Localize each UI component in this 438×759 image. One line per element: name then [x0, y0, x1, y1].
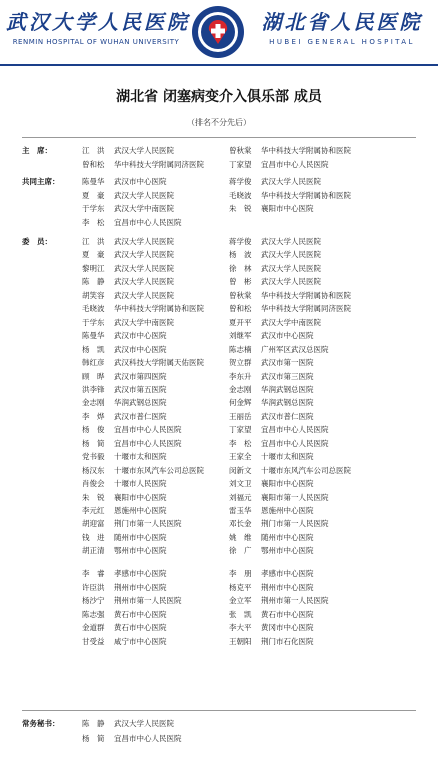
member-name: 陈志楠 [229, 344, 252, 354]
page-subtitle: （排名不分先后） [187, 118, 251, 127]
member-name: 杨 简 [82, 733, 105, 743]
member-hospital: 咸宁市中心医院 [114, 636, 167, 646]
member-hospital: 华中科技大学附属协和医院 [261, 290, 351, 300]
member-hospital: 随州市中心医院 [261, 532, 314, 542]
member-name: 顾 晔 [82, 371, 105, 381]
list-item [0, 144, 438, 157]
list-item [0, 175, 438, 188]
member-hospital: 武汉大学人民医院 [114, 146, 174, 155]
list-item [0, 235, 438, 248]
member-name: 闵新文 [229, 465, 252, 475]
member-name: 曾 彬 [229, 277, 252, 287]
member-hospital: 十堰市太和医院 [114, 452, 167, 462]
list-item [0, 464, 438, 477]
member-name: 刘继军 [229, 331, 252, 341]
list-item [0, 504, 438, 517]
member-name: 金志刚 [82, 398, 105, 408]
member-name: 曾和松 [82, 159, 105, 169]
top-rule [22, 137, 416, 138]
member-hospital: 黄冈市中心医院 [261, 623, 314, 632]
member-name: 曾秋棠 [229, 146, 252, 155]
member-name: 夏 豪 [82, 250, 105, 260]
member-name: 胡笑容 [82, 290, 105, 300]
member-name: 李东升 [229, 371, 252, 381]
member-name: 杨 波 [229, 250, 252, 260]
member-hospital: 武汉市普仁医院 [114, 411, 167, 421]
list-item [0, 189, 438, 202]
member-hospital: 荆门市第一人民医院 [261, 519, 329, 529]
member-name: 于学东 [82, 317, 105, 327]
member-name: 曾和松 [229, 304, 252, 314]
member-hospital: 宜昌市中心人民医院 [261, 425, 329, 435]
member-name: 杨 俊 [82, 425, 105, 435]
member-name: 李 松 [229, 438, 252, 448]
member-hospital: 华中科技大学附属协和医院 [261, 146, 351, 155]
member-name: 蒋学俊 [229, 237, 252, 246]
member-name: 李 睿 [82, 569, 105, 578]
list-item [0, 423, 438, 436]
list-item [0, 544, 438, 557]
member-hospital: 武汉大学人民医院 [261, 237, 321, 246]
member-name: 胡正清 [82, 546, 105, 556]
member-name: 丁家望 [229, 425, 252, 435]
member-hospital: 鄂州市中心医院 [114, 546, 167, 556]
member-name: 陈曼华 [82, 331, 105, 341]
member-hospital: 华润武钢总医院 [261, 384, 314, 394]
list-item [0, 635, 438, 648]
right-hospital-name-en: HUBEI GENERAL HOSPITAL [269, 38, 415, 46]
member-hospital: 荆门市第一人民医院 [114, 519, 182, 529]
member-hospital: 武汉大学人民医院 [114, 277, 174, 287]
list-item [0, 581, 438, 594]
right-hospital-name-cn: 湖北省人民医院 [261, 10, 423, 34]
member-name: 金志刚 [229, 384, 252, 394]
list-item [0, 450, 438, 463]
list-item [0, 289, 438, 302]
member-hospital: 宜昌市中心人民医院 [261, 159, 329, 169]
member-hospital: 华中科技大学附属协和医院 [261, 190, 351, 200]
member-name: 甘受益 [82, 636, 105, 646]
member-hospital: 随州市中心医院 [114, 532, 167, 542]
list-item [0, 275, 438, 288]
member-hospital: 鄂州市中心医院 [261, 546, 314, 556]
header-left-block [6, 6, 190, 46]
member-hospital: 宜昌市中心人民医院 [114, 217, 182, 227]
member-hospital: 武汉市中心医院 [114, 344, 167, 354]
member-hospital: 孝感市中心医院 [261, 569, 314, 578]
member-hospital: 襄阳市中心医院 [261, 204, 314, 213]
list-item [0, 477, 438, 490]
member-name: 黎明江 [82, 263, 105, 273]
member-name: 毛晓波 [229, 190, 252, 200]
member-name: 杨汉东 [82, 465, 105, 475]
member-hospital: 广州军区武汉总医院 [261, 344, 329, 354]
member-hospital: 宜昌市中心人民医院 [114, 438, 182, 448]
member-hospital: 武汉市普仁医院 [261, 411, 314, 421]
member-hospital: 孝感市中心医院 [114, 569, 167, 578]
list-item [0, 732, 438, 745]
list-item [0, 396, 438, 409]
member-hospital: 华润武钢总医院 [114, 398, 167, 408]
member-name: 钱 进 [82, 532, 105, 542]
member-name: 曾秋棠 [229, 290, 252, 300]
member-name: 许臣洪 [82, 582, 105, 592]
member-hospital: 武汉大学人民医院 [114, 263, 174, 273]
member-hospital: 宜昌市中心人民医院 [114, 425, 182, 435]
member-name: 毛晓波 [82, 304, 105, 314]
member-hospital: 恩施州中心医院 [261, 506, 314, 515]
member-name: 李 松 [82, 217, 105, 227]
member-name: 夏 豪 [82, 190, 105, 200]
member-name: 陈曼华 [82, 177, 105, 186]
member-name: 肖俊会 [82, 479, 105, 489]
member-name: 杨沙宁 [82, 596, 105, 605]
member-hospital: 襄阳市第一人民医院 [261, 492, 329, 502]
member-hospital: 黄石市中心医院 [261, 609, 314, 619]
member-name: 姚 维 [229, 532, 252, 542]
member-hospital: 武汉市第一医院 [261, 358, 314, 368]
list-item [0, 216, 438, 229]
member-hospital: 武汉大学人民医院 [114, 237, 174, 246]
member-name: 王朝阳 [229, 636, 252, 646]
left-hospital-name-cn: 武汉大学人民医院 [6, 10, 190, 34]
member-hospital: 华中科技大学附属同济医院 [114, 159, 204, 169]
member-hospital: 武汉大学中南医院 [261, 317, 321, 327]
member-name: 朱 锐 [82, 492, 105, 502]
list-item [0, 356, 438, 369]
list-item [0, 517, 438, 530]
list-item [0, 531, 438, 544]
list-item [0, 383, 438, 396]
role-label: 委 员： [22, 237, 52, 246]
member-name: 洪李锋 [82, 384, 105, 394]
list-item [0, 248, 438, 261]
member-name: 邓长金 [229, 519, 252, 529]
member-name: 张 凯 [229, 609, 252, 619]
member-hospital: 十堰市东风汽车公司总医院 [261, 465, 351, 475]
member-name: 王丽岳 [229, 411, 252, 421]
hospital-header [0, 0, 438, 66]
list-item [0, 567, 438, 580]
member-hospital: 武汉大学人民医院 [114, 719, 174, 728]
member-name: 陈 静 [82, 277, 105, 287]
list-item [0, 594, 438, 607]
member-name: 王家全 [229, 452, 252, 462]
member-hospital: 恩施州中心医院 [114, 506, 167, 515]
member-name: 李 朋 [229, 569, 252, 578]
list-item [0, 437, 438, 450]
member-hospital: 荆州市第一人民医院 [261, 596, 329, 605]
member-name: 李 烨 [82, 411, 105, 421]
member-name: 金立军 [229, 596, 252, 605]
list-item [0, 202, 438, 215]
member-hospital: 十堰市东风汽车公司总医院 [114, 465, 204, 475]
role-label: 主 席： [22, 146, 52, 155]
member-name: 朱 锐 [229, 204, 252, 213]
member-hospital: 武汉大学中南医院 [114, 317, 174, 327]
member-name: 夏开平 [229, 317, 252, 327]
middle-rule [22, 710, 416, 711]
member-name: 徐 林 [229, 263, 252, 273]
header-divider [0, 64, 438, 66]
list-item [0, 491, 438, 504]
member-hospital: 宜昌市中心人民医院 [114, 733, 182, 743]
header-right-block [252, 6, 432, 46]
list-item [0, 343, 438, 356]
member-name: 胡迎富 [82, 519, 105, 529]
member-hospital: 武汉市第五医院 [114, 384, 167, 394]
member-hospital: 武汉市第四医院 [114, 371, 167, 381]
member-hospital: 武汉大学中南医院 [114, 204, 174, 213]
member-name: 党书毅 [82, 452, 105, 462]
role-label: 常务秘书： [22, 719, 60, 728]
member-name: 何金辉 [229, 398, 252, 408]
member-hospital: 襄阳市中心医院 [114, 492, 167, 502]
member-hospital: 襄阳市中心医院 [261, 479, 314, 489]
role-label: 共同主席： [22, 177, 60, 186]
member-name: 杨克平 [229, 582, 252, 592]
list-item [0, 410, 438, 423]
member-hospital: 华中科技大学附属同济医院 [261, 304, 351, 314]
member-name: 陈 静 [82, 719, 105, 728]
list-item [0, 262, 438, 275]
member-name: 蒋学俊 [229, 177, 252, 186]
member-hospital: 十堰市人民医院 [114, 479, 167, 489]
member-hospital: 荆州市中心医院 [261, 582, 314, 592]
hospital-logo-icon [192, 6, 244, 58]
member-name: 江 洪 [82, 237, 105, 246]
list-item [0, 302, 438, 315]
list-item [0, 158, 438, 171]
member-hospital: 武汉大学人民医院 [114, 290, 174, 300]
member-name: 江 洪 [82, 146, 105, 155]
member-name: 丁家望 [229, 159, 252, 169]
member-name: 于学东 [82, 204, 105, 213]
member-hospital: 武汉大学人民医院 [261, 263, 321, 273]
left-hospital-name-en: RENMIN HOSPITAL OF WUHAN UNIVERSITY [12, 38, 180, 46]
list-item [0, 608, 438, 621]
member-hospital: 武汉大学人民医院 [261, 250, 321, 260]
member-hospital: 黄石市中心医院 [114, 623, 167, 632]
list-item [0, 717, 438, 730]
member-name: 韩红彦 [82, 358, 105, 368]
member-hospital: 华润武钢总医院 [261, 398, 314, 408]
member-name: 贺立群 [229, 358, 252, 368]
member-name: 雷玉华 [229, 506, 252, 515]
member-hospital: 武汉市中心医院 [261, 331, 314, 341]
list-item [0, 316, 438, 329]
member-name: 徐 广 [229, 546, 252, 556]
member-hospital: 荆州市中心医院 [114, 582, 167, 592]
member-hospital: 武汉大学人民医院 [261, 277, 321, 287]
list-item [0, 621, 438, 634]
member-name: 刘文卫 [229, 479, 252, 489]
page-title: 湖北省 闭塞病变介入俱乐部 成员 [116, 89, 322, 105]
member-name: 金道群 [82, 623, 105, 632]
list-item [0, 329, 438, 342]
member-hospital: 武汉大学人民医院 [261, 177, 321, 186]
member-hospital: 荆门市石化医院 [261, 636, 314, 646]
member-name: 杨 凯 [82, 344, 105, 354]
member-hospital: 荆州市第一人民医院 [114, 596, 182, 605]
member-name: 李大平 [229, 623, 252, 632]
member-hospital: 十堰市太和医院 [261, 452, 314, 462]
member-name: 李元红 [82, 506, 105, 515]
member-hospital: 武汉市中心医院 [114, 331, 167, 341]
member-hospital: 武汉大学人民医院 [114, 190, 174, 200]
member-hospital: 武汉科技大学附属天佑医院 [114, 358, 204, 368]
member-name: 杨 简 [82, 438, 105, 448]
member-hospital: 宜昌市中心人民医院 [261, 438, 329, 448]
member-name: 刘福元 [229, 492, 252, 502]
member-hospital: 武汉大学人民医院 [114, 250, 174, 260]
member-hospital: 华中科技大学附属协和医院 [114, 304, 204, 314]
list-item [0, 370, 438, 383]
member-name: 陈志强 [82, 609, 105, 619]
member-hospital: 武汉市第三医院 [261, 371, 314, 381]
member-hospital: 黄石市中心医院 [114, 609, 167, 619]
member-hospital: 武汉市中心医院 [114, 177, 167, 186]
